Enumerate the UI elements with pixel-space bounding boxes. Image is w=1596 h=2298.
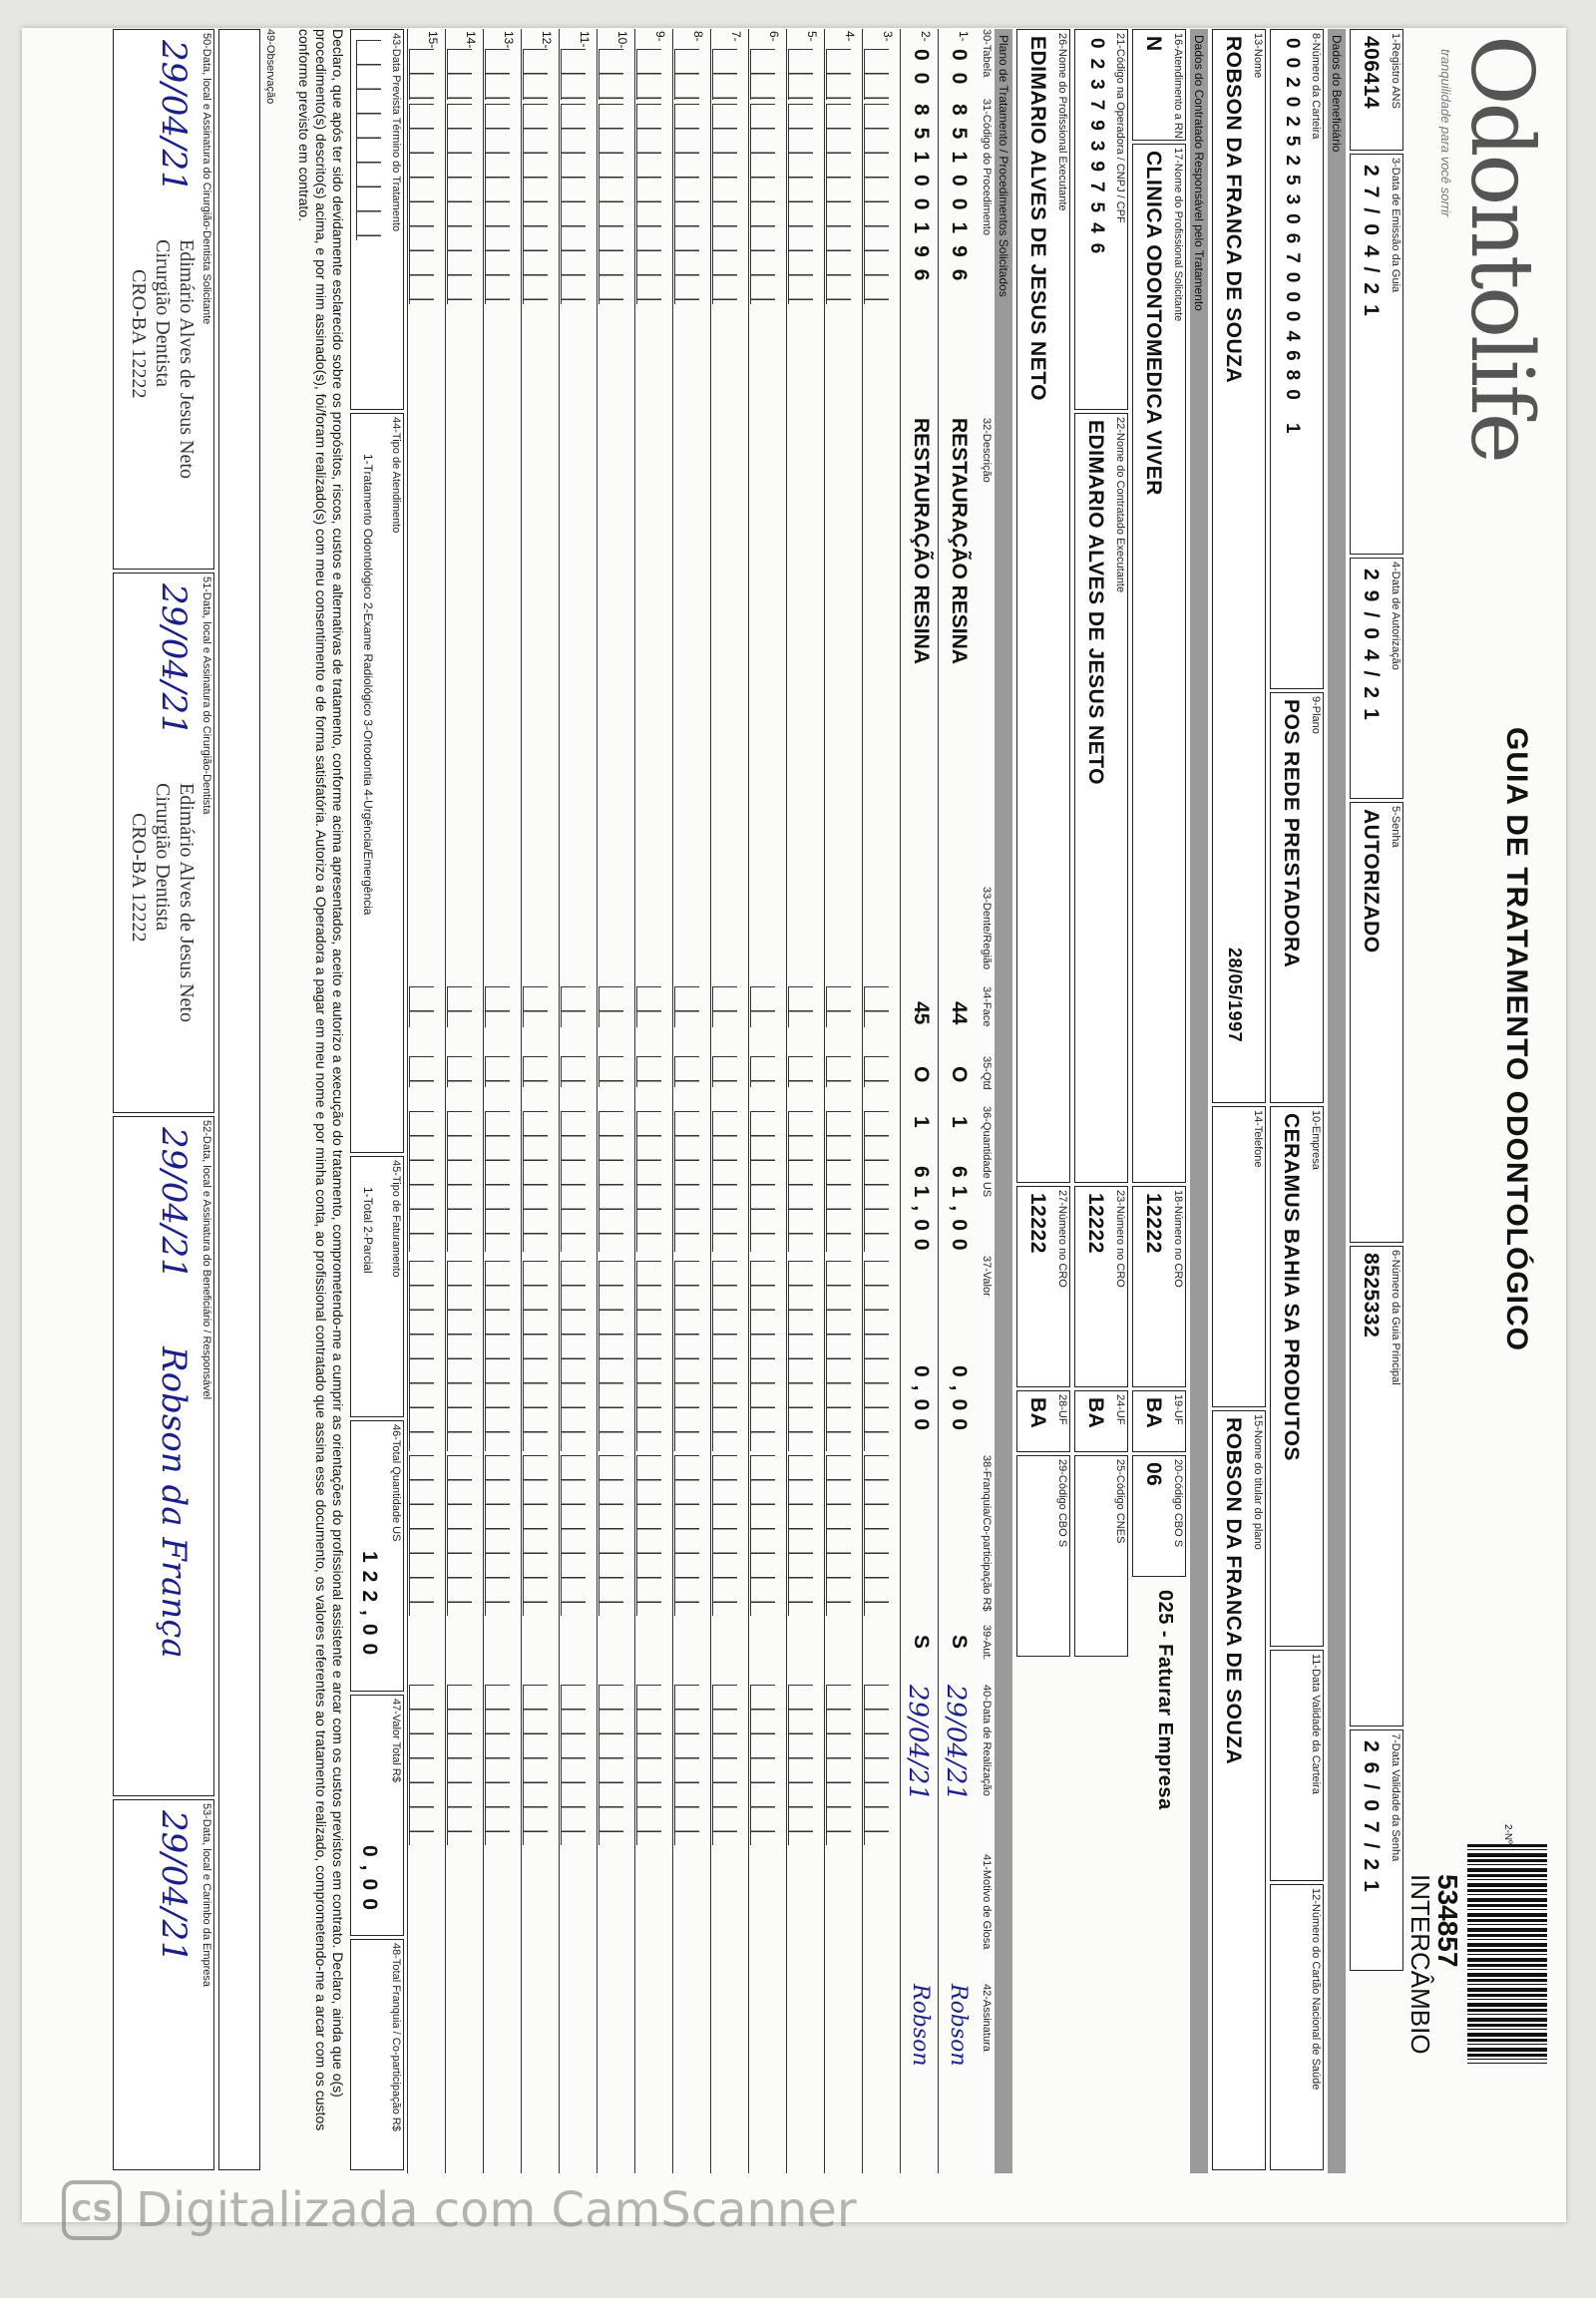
procedure-row-number: 2- — [919, 31, 933, 42]
rn-box: 16-Atendimento a RN N — [1132, 29, 1186, 141]
assinatura-52-box: 52-Data, local e Assinatura do Beneficiário / Responsável 29/04/21 Robson da França — [113, 1116, 214, 1796]
section-beneficiario: Dados do Beneficiário — [1328, 29, 1346, 2173]
procedure-row-number: 7- — [729, 31, 743, 42]
cro2-box: 23-Número no CRO 12222 — [1074, 1186, 1128, 1387]
section-contratado: Dados do Contratado Responsável pelo Tratamento — [1190, 29, 1208, 2173]
validade-senha: 26/07/21 — [1360, 1740, 1383, 1902]
logo-tagline: tranquilidade para você sorrir — [1438, 49, 1453, 217]
empty-entry-slots — [598, 104, 623, 304]
procedure-row-number: 10- — [615, 31, 629, 49]
empty-entry-slots — [485, 986, 510, 1027]
franquia-box: 48-Total Franquia / Co-participação R$ — [350, 1939, 404, 2170]
empty-entry-slots — [447, 1685, 472, 1845]
empty-entry-slots — [561, 1261, 586, 1451]
cro3-box: 27-Número no CRO 12222 — [1016, 1186, 1070, 1387]
empty-entry-slots — [864, 986, 889, 1027]
scanned-form-sheet — [22, 28, 1566, 2222]
procedure-face: O — [948, 1066, 971, 1083]
procedure-header-9: 39-Aut. — [981, 1625, 993, 1661]
codigo-operadora-box: 21-Código na Operadora / CNPJ / CPF 02379397546 — [1074, 29, 1128, 410]
procedure-header-11: 41-Motivo de Glosa — [981, 1854, 993, 1950]
empty-entry-slots — [598, 1261, 623, 1451]
procedure-qty: 1 — [910, 1116, 933, 1128]
procedure-authorized: S — [948, 1635, 971, 1650]
empty-entry-slots — [864, 1261, 889, 1451]
empty-entry-slots — [788, 1056, 813, 1087]
via-label: 2-Nº — [1502, 1824, 1513, 1844]
empty-entry-slots — [750, 1455, 775, 1616]
cro: 12222 — [1142, 1193, 1165, 1254]
uf3: BA — [1026, 1397, 1049, 1429]
nome-box: 13-Nome ROBSON DA FRANCA DE SOUZA 28/05/1997 — [1212, 29, 1266, 1103]
empty-entry-slots — [712, 1111, 737, 1252]
empty-entry-slots — [409, 49, 434, 100]
procedure-row-number: 6- — [767, 31, 781, 42]
prof-exec-box: 26-Nome do Profissional Executante EDIMARIO ALVES DE JESUS NETO — [1016, 29, 1070, 1183]
plano-box: 9-Plano POS REDE PRESTADORA — [1270, 692, 1324, 1103]
total-us: 122,00 — [358, 1551, 381, 1664]
empty-entry-slots — [561, 104, 586, 304]
stamp-51-role: Cirurgião Dentista — [152, 783, 174, 931]
empty-entry-slots — [788, 104, 813, 304]
empty-entry-slots — [409, 1056, 434, 1087]
empty-entry-slots — [523, 49, 548, 100]
empty-entry-slots — [523, 1111, 548, 1252]
stamp-50-cro: CRO-BA 12222 — [128, 269, 150, 399]
empty-entry-slots — [826, 1056, 851, 1087]
assinatura-52-data: 29/04/21 — [154, 1127, 194, 1280]
empty-entry-slots — [447, 49, 472, 100]
cnes-box: 25-Código CNES — [1074, 1455, 1128, 1657]
empty-entry-slots — [636, 1685, 661, 1845]
observacao-box — [218, 29, 260, 2170]
empty-entry-slots — [712, 1056, 737, 1087]
procedure-header-8: 38-Franquia/Co-participação R$ — [981, 1455, 993, 1612]
empty-entry-slots — [523, 1056, 548, 1087]
procedures-header-row — [977, 29, 993, 2173]
procedure-row-number: 9- — [653, 31, 667, 42]
cro2: 12222 — [1084, 1193, 1107, 1254]
total-us-box: 46-Total Quantidade US 122,00 — [350, 1420, 404, 1692]
empty-entry-slots — [826, 986, 851, 1027]
data-emissao: 27/04/21 — [1360, 165, 1383, 326]
empty-entry-slots — [712, 986, 737, 1027]
procedure-header-4: 34-Face — [981, 986, 993, 1027]
empty-entry-slots — [750, 49, 775, 100]
empty-entry-slots — [674, 49, 699, 100]
senha-box: 5-Senha AUTORIZADO — [1350, 802, 1403, 1243]
procedure-us: 61,00 — [910, 1166, 933, 1259]
guia-type: INTERCÂMBIO — [1405, 1874, 1435, 2055]
empty-entry-slots — [598, 1111, 623, 1252]
procedure-row-number: 15- — [426, 31, 440, 49]
procedure-row — [445, 29, 484, 2173]
procedure-row — [862, 29, 901, 2173]
empty-entry-slots — [598, 1685, 623, 1845]
empty-entry-slots — [561, 1685, 586, 1845]
empty-entry-slots — [409, 986, 434, 1027]
procedure-qty: 1 — [948, 1116, 971, 1128]
empty-entry-slots — [788, 1685, 813, 1845]
empty-entry-slots — [561, 1455, 586, 1616]
procedure-row-number: 13- — [502, 31, 516, 49]
uf-box: 19-UF BA — [1132, 1390, 1186, 1452]
assinatura-52-signature: Robson da França — [154, 1346, 194, 1659]
empty-entry-slots — [826, 1261, 851, 1451]
procedure-tooth: 44 — [948, 1001, 971, 1025]
cbo3-box: 29-Código CBO S — [1016, 1455, 1070, 1657]
empty-entry-slots — [674, 1685, 699, 1845]
watermark-text: Digitalizada com CamScanner — [136, 2182, 857, 2238]
empty-entry-slots — [712, 1261, 737, 1451]
procedure-code: 85100196 — [948, 104, 971, 293]
procedure-description: RESTAURAÇÃO RESINA — [948, 418, 971, 664]
empty-entry-slots — [636, 1111, 661, 1252]
procedure-date: 29/04/21 — [941, 1685, 971, 1801]
atendimento-rn: N — [1142, 36, 1165, 52]
assinatura-53-data: 29/04/21 — [154, 1810, 194, 1963]
empty-entry-slots — [864, 1455, 889, 1616]
empty-entry-slots — [447, 1111, 472, 1252]
cns-box: 12-Número do Cartão Nacional de Saúde — [1270, 1884, 1324, 2170]
cro-box: 18-Número no CRO 12222 — [1132, 1186, 1186, 1387]
procedure-row — [521, 29, 560, 2173]
procedure-row — [597, 29, 635, 2173]
empty-entry-slots — [523, 104, 548, 304]
procedure-code: 85100196 — [910, 104, 933, 293]
procedure-row-number: 4- — [843, 31, 857, 42]
procedure-face: O — [910, 1066, 933, 1083]
odontolife-logo: Odontolife — [1451, 35, 1551, 461]
guia-principal-box: 6-Número da Guia Principal 8525332 — [1350, 1246, 1403, 1726]
stamp-51-cro: CRO-BA 12222 — [128, 813, 150, 943]
previsao-box: 43-Data Prevista Término do Tratamento — [350, 29, 404, 410]
empty-entry-slots — [598, 986, 623, 1027]
procedure-row — [900, 29, 939, 2173]
uf3-box: 28-UF BA — [1016, 1390, 1070, 1452]
procedure-row-number: 8- — [691, 31, 705, 42]
tipo-atendimento-options: 1-Tratamento Odontológico 2-Exame Radiológico 3-Ortodontia 4-Urgência/Emergência — [361, 454, 375, 916]
empty-entry-slots — [447, 1056, 472, 1087]
titular-nome: ROBSON DA FRANCA DE SOUZA — [1222, 1417, 1245, 1765]
empty-entry-slots — [750, 1685, 775, 1845]
data-nascimento: 28/05/1997 — [1225, 948, 1245, 1043]
procedure-header-7: 37-Valor — [981, 1256, 993, 1297]
empty-entry-slots — [636, 1056, 661, 1087]
empty-entry-slots — [447, 1261, 472, 1451]
procedure-row-number: 11- — [578, 31, 592, 48]
empty-entry-slots — [561, 986, 586, 1027]
empty-entry-slots — [788, 49, 813, 100]
empty-entry-slots — [826, 49, 851, 100]
guia-number: 534857 — [1432, 1874, 1463, 1968]
faturamento-options: 1-Total 2-Parcial — [361, 1187, 375, 1274]
faturamento-box: 45-Tipo de Faturamento 1-Total 2-Parcial — [350, 1156, 404, 1417]
procedure-row — [672, 29, 711, 2173]
guia-tratamento-form — [107, 29, 1553, 2203]
empty-entry-slots — [636, 49, 661, 100]
assinatura-51-data: 29/04/21 — [154, 583, 194, 736]
stamp-51-name: Edimário Alves de Jesus Neto — [176, 783, 198, 1022]
procedure-row — [710, 29, 749, 2173]
procedure-row — [748, 29, 787, 2173]
profissional-executante: EDIMARIO ALVES DE JESUS NETO — [1026, 36, 1049, 402]
observacao-label: 49-Observação — [264, 29, 276, 105]
cbo-box: 20-Código CBO S 06 — [1132, 1455, 1186, 1577]
empty-entry-slots — [788, 1111, 813, 1252]
procedure-header-12: 42-Assinatura — [981, 1984, 993, 2052]
procedure-signature: Robson — [946, 1984, 971, 2067]
empty-entry-slots — [523, 1455, 548, 1616]
uf2: BA — [1084, 1397, 1107, 1429]
empty-entry-slots — [561, 1111, 586, 1252]
empty-entry-slots — [409, 1111, 434, 1252]
procedures-table — [408, 29, 977, 2173]
section-procedimentos: Plano de Tratamento / Procedimentos Solicitados — [995, 29, 1012, 2173]
procedure-tabela: 00 — [910, 49, 933, 97]
empty-entry-slots — [636, 986, 661, 1027]
procedure-row-number: 12- — [540, 31, 554, 49]
empty-entry-slots — [750, 1056, 775, 1087]
empty-entry-slots — [409, 104, 434, 304]
procedure-header-5: 35-Qtd — [981, 1056, 993, 1090]
empty-entry-slots — [447, 1455, 472, 1616]
empty-entry-slots — [674, 1261, 699, 1451]
assinatura-51-box: 51-Data, local e Assinatura do Cirurgião-Dentista 29/04/21 Edimário Alves de Jesus Neto Cirurgião Dentista CRO-BA 12222 — [113, 573, 214, 1113]
procedure-value: 0,00 — [948, 1365, 971, 1438]
empty-entry-slots — [826, 1455, 851, 1616]
beneficiario-nome: ROBSON DA FRANCA DE SOUZA — [1222, 36, 1245, 384]
camscanner-logo-icon: CS — [62, 2180, 122, 2240]
empresa-box: 10-Empresa CERAMUS BAHIA SA PRODUTOS — [1270, 1106, 1324, 1647]
procedure-description: RESTAURAÇÃO RESINA — [910, 418, 933, 664]
empty-entry-slots — [712, 1685, 737, 1845]
procedure-row-number: 3- — [881, 31, 895, 42]
empty-entry-slots — [750, 986, 775, 1027]
procedure-row — [559, 29, 598, 2173]
procedure-row — [634, 29, 673, 2173]
registro-ans-box: 1-Registro ANS 406414 — [1350, 29, 1403, 151]
declaration-text: Declaro, que após ter sido devidamente esclarecido sobre os propósitos, riscos, custos e alternativas de tratamento, conforme acima apresentados, aceito e autorizo a execução do tratamento, comprometendo-me a cumprir as orientações do profissional assistente e arcar com os custos previstos em contrato. Declaro, ainda que o(s) procedimento(s) descrito(s) acima, e por mim assinado(s), foi/foram realizado(s) com meu consentimento e de forma satisfatória. Autorizo a Operadora a pagar em meu nome e por minha conta, ao profissional contratado que assina esse documento, os valores referentes ao tratamento realizado, comprometendo-me a arcar com os custos conforme previsto em contrato. — [296, 29, 346, 2131]
empty-entry-slots — [636, 104, 661, 304]
procedure-header-0: 30-Tabela — [981, 29, 993, 78]
faturar-empresa: 025 - Faturar Empresa — [1154, 1590, 1176, 1810]
cbo: 06 — [1142, 1462, 1165, 1487]
carteira: 0020252530670004680 1 — [1282, 38, 1303, 443]
procedure-signature: Robson — [908, 1984, 933, 2067]
data-autorizacao-box: 4-Data de Autorização 29/04/21 — [1350, 558, 1403, 799]
empty-entry-slots — [523, 1261, 548, 1451]
profissional-solicitante: CLINICA ODONTOMEDICA VIVER — [1142, 151, 1165, 496]
empty-entry-slots — [674, 104, 699, 304]
empty-entry-slots — [561, 1056, 586, 1087]
procedure-row — [786, 29, 825, 2173]
empty-entry-slots — [598, 1056, 623, 1087]
procedure-header-1: 31-Código do Procedimento — [981, 99, 993, 235]
assinatura-50-data: 29/04/21 — [154, 40, 194, 192]
empty-entry-slots — [826, 104, 851, 304]
empty-entry-slots — [523, 1685, 548, 1845]
empty-entry-slots — [712, 49, 737, 100]
cro3: 12222 — [1026, 1193, 1049, 1254]
procedure-tooth: 45 — [910, 1001, 933, 1025]
empty-entry-slots — [712, 1455, 737, 1616]
telefone-box: 14-Telefone — [1212, 1106, 1266, 1407]
uf: BA — [1142, 1397, 1165, 1429]
empty-entry-slots — [864, 49, 889, 100]
empty-entry-slots — [826, 1111, 851, 1252]
contratado-executante: EDIMARIO ALVES DE JESUS NETO — [1084, 420, 1107, 786]
stamp-50-role: Cirurgião Dentista — [152, 239, 174, 387]
empty-entry-slots — [674, 1455, 699, 1616]
empty-entry-slots — [523, 986, 548, 1027]
camscanner-watermark — [62, 2178, 857, 2242]
empty-entry-slots — [636, 1455, 661, 1616]
procedure-header-3: 33-Dente/Região — [981, 887, 993, 970]
executante-box: 22-Nome do Contratado Executante EDIMARIO ALVES DE JESUS NETO — [1074, 413, 1128, 1183]
empty-entry-slots — [712, 104, 737, 304]
validade-senha-box: 7-Data Validade da Senha 26/07/21 — [1350, 1729, 1403, 1971]
empty-entry-slots — [409, 1261, 434, 1451]
data-autorizacao: 29/04/21 — [1360, 569, 1383, 730]
procedure-value: 0,00 — [910, 1365, 933, 1438]
stamp-50-name: Edimário Alves de Jesus Neto — [176, 239, 198, 479]
empty-entry-slots — [636, 1261, 661, 1451]
empty-entry-slots — [674, 1056, 699, 1087]
empty-entry-slots — [788, 986, 813, 1027]
empty-entry-slots — [674, 986, 699, 1027]
procedure-authorized: S — [910, 1635, 933, 1650]
procedure-row-number: 5- — [805, 31, 819, 42]
procedure-row — [938, 29, 977, 2173]
empty-entry-slots — [864, 1056, 889, 1087]
empty-entry-slots — [485, 1261, 510, 1451]
empty-entry-slots — [864, 104, 889, 304]
valor-total-box: 47-Valor Total R$ 0,00 — [350, 1695, 404, 1936]
carteira-box: 8-Número da Carteira 0020252530670004680 1 — [1270, 29, 1324, 689]
empty-entry-slots — [750, 1111, 775, 1252]
senha: AUTORIZADO — [1360, 809, 1383, 954]
assinatura-53-box: 53-Data, local e Carimbo da Empresa 29/04/21 — [113, 1799, 214, 2170]
tipo-atendimento-box: 44-Tipo de Atendimento 1-Tratamento Odontológico 2-Exame Radiológico 3-Ortodontia 4-Urgência/Emergência — [350, 413, 404, 1153]
empty-entry-slots — [409, 1455, 434, 1616]
empty-entry-slots — [826, 1685, 851, 1845]
empty-entry-slots — [485, 1455, 510, 1616]
empty-entry-slots — [750, 104, 775, 304]
empty-entry-slots — [409, 1685, 434, 1845]
empty-entry-slots — [598, 1455, 623, 1616]
barcode — [1467, 1844, 1547, 2064]
data-emissao-box: 3-Data de Emissão da Guia 27/04/21 — [1350, 154, 1403, 555]
empty-entry-slots — [447, 104, 472, 304]
solicitante-box: 17-Nome do Profissional Solicitante CLINICA ODONTOMEDICA VIVER — [1132, 144, 1186, 1183]
procedure-header-10: 40-Data de Realização — [981, 1685, 993, 1796]
empty-entry-slots — [674, 1111, 699, 1252]
registro-ans: 406414 — [1360, 36, 1383, 110]
codigo-operadora: 02379397546 — [1086, 38, 1107, 264]
empty-entry-slots — [788, 1455, 813, 1616]
empty-entry-slots — [485, 1056, 510, 1087]
empty-entry-slots — [598, 49, 623, 100]
empty-entry-slots — [485, 49, 510, 100]
procedure-header-2: 32-Descrição — [981, 418, 993, 483]
procedure-us: 61,00 — [948, 1166, 971, 1259]
guia-principal: 8525332 — [1360, 1253, 1383, 1339]
form-title: GUIA DE TRATAMENTO ODONTOLÓGICO — [1500, 727, 1533, 1351]
procedure-header-6: 36-Quantidade US — [981, 1106, 993, 1198]
empty-entry-slots — [788, 1261, 813, 1451]
assinatura-50-box: 50-Data, local e Assinatura do Cirurgião-Dentista Solicitante 29/04/21 Edimário Alves de Jesus Neto Cirurgião Dentista CRO-BA 12222 — [113, 29, 214, 570]
empty-entry-slots — [750, 1261, 775, 1451]
empty-entry-slots — [447, 986, 472, 1027]
procedure-row-number: 14- — [464, 31, 478, 49]
empty-entry-slots — [485, 1111, 510, 1252]
procedure-date: 29/04/21 — [903, 1685, 933, 1801]
procedure-row-number: 1- — [957, 31, 971, 42]
empty-entry-slots — [561, 49, 586, 100]
valor-total: 0,00 — [358, 1845, 381, 1918]
validade-carteira-box: 11-Data Validade da Carteira — [1270, 1650, 1324, 1881]
procedure-row — [407, 29, 446, 2173]
empty-entry-slots — [864, 1685, 889, 1845]
procedure-row — [483, 29, 522, 2173]
procedure-row — [824, 29, 863, 2173]
empresa: CERAMUS BAHIA SA PRODUTOS — [1280, 1113, 1303, 1461]
procedure-tabela: 00 — [948, 49, 971, 97]
empty-entry-slots — [485, 104, 510, 304]
titular-box: 15-Nome do titular do plano ROBSON DA FRANCA DE SOUZA — [1212, 1410, 1266, 2170]
empty-entry-slots — [864, 1111, 889, 1252]
uf2-box: 24-UF BA — [1074, 1390, 1128, 1452]
plano: POS REDE PRESTADORA — [1280, 699, 1303, 968]
empty-entry-slots — [485, 1685, 510, 1845]
